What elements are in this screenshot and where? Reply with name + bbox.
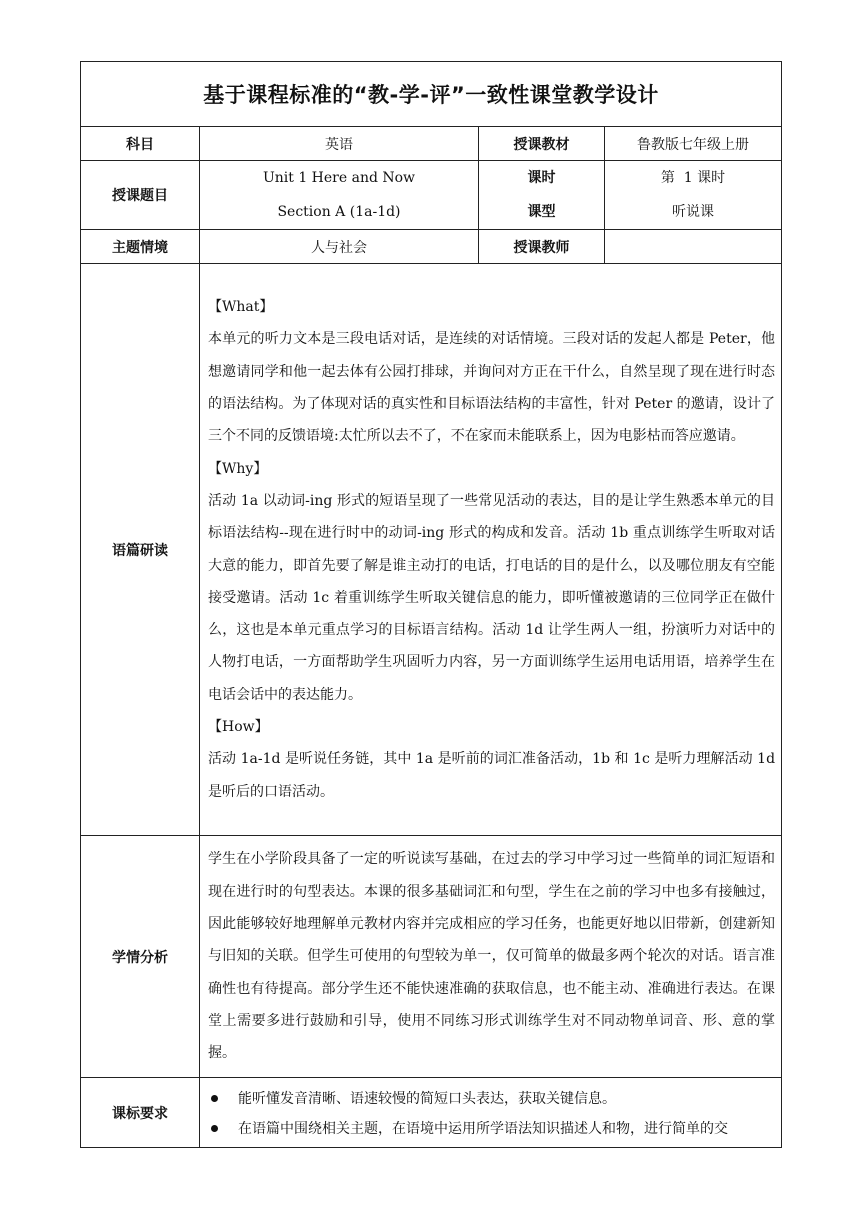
text-analysis-row <box>81 264 782 836</box>
subject-row <box>81 127 782 161</box>
standards-item-text: 能听懂发音清晰、语速较慢的简短口头表达，获取关键信息。 <box>238 1091 616 1107</box>
lesson-plan-document <box>80 61 781 1148</box>
learner-analysis-label: 学情分析 <box>81 836 200 1078</box>
standards-item <box>208 1114 775 1144</box>
bullet-icon <box>211 1095 218 1102</box>
type-label: 课型 <box>527 204 556 220</box>
textbook-value: 鲁教版七年级上册 <box>605 127 782 161</box>
topic-section: Section A (1a-1d) <box>277 204 401 220</box>
learner-analysis-content <box>200 836 782 1078</box>
subject-label: 科目 <box>81 127 200 161</box>
textbook-label: 授课教材 <box>479 127 605 161</box>
learner-analysis-paragraph: 学生在小学阶段具备了一定的听说读写基础，在过去的学习中学习过一些简单的词汇短语和现在进行时的句型表达。本课的很多基础词汇和句型，学生在之前的学习中也多有接触过，因此能够较好地理解单元教材内容并完成相应的学习任务，也能更好地以旧带新，创建新知与旧知的关联。但学生可使用的句型较为单一，仅可简单的做最多两个轮次的对话。语言准确性也有待提高。部分学生还不能快速准确的获取信息，也不能主动、准确进行表达。在课堂上需要多进行鼓励和引导，使用不同练习形式训练学生对不同动物单词音、形、意的掌握。 <box>208 851 776 1062</box>
why-heading: 【Why】 <box>208 460 268 477</box>
period-type-labels <box>479 161 605 230</box>
theme-value: 人与社会 <box>200 230 479 264</box>
period-label: 课时 <box>527 170 556 186</box>
period-value: 第 1 课时 <box>660 170 726 186</box>
type-value: 听说课 <box>672 204 715 220</box>
standards-item <box>208 1084 775 1114</box>
text-analysis-label: 语篇研读 <box>81 264 200 836</box>
standards-item-text: 在语篇中围绕相关主题，在语境中运用所学语法知识描述人和物，进行简单的交 <box>238 1121 728 1137</box>
what-heading: 【What】 <box>208 299 274 316</box>
teacher-value <box>605 230 782 264</box>
how-heading: 【How】 <box>208 718 269 735</box>
how-paragraph: 活动 1a-1d 是听说任务链，其中 1a 是听前的词汇准备活动，1b 和 1c 是听力理解活动 1d 是听后的口语活动。 <box>208 751 776 800</box>
subject-value: 英语 <box>200 127 479 161</box>
title-row <box>81 62 782 127</box>
topic-label: 授课题目 <box>81 161 200 230</box>
learner-analysis-row <box>81 836 782 1078</box>
theme-row <box>81 230 782 264</box>
bullet-icon <box>211 1125 218 1132</box>
theme-label: 主题情境 <box>81 230 200 264</box>
what-paragraph: 本单元的听力文本是三段电话对话，是连续的对话情境。三段对话的发起人都是 Peter，他想邀请同学和他一起去体有公园打排球，并询问对方正在干什么，自然呈现了现在进行时态的语法结构。为了体现对话的真实性和目标语法结构的丰富性，针对 Peter 的邀请，设计了三个不同的反馈语境:太忙所以去不了，不在家而未能联系上，因为电影枯而答应邀请。 <box>208 331 776 445</box>
topic-row <box>81 161 782 230</box>
lesson-plan-table <box>80 61 782 1148</box>
teacher-label: 授课教师 <box>479 230 605 264</box>
period-type-values <box>605 161 782 230</box>
text-analysis-content <box>200 264 782 836</box>
topic-unit: Unit 1 Here and Now <box>262 170 416 186</box>
topic-value <box>200 161 479 230</box>
document-title: 基于课程标准的“教-学-评”一致性课堂教学设计 <box>81 62 782 127</box>
why-paragraph: 活动 1a 以动词-ing 形式的短语呈现了一些常见活动的表达，目的是让学生熟悉本单元的目标语法结构--现在进行时中的动词-ing 形式的构成和发音。活动 1b 重点训练学生听取对话大意的能力，即首先要了解是谁主动打的电话，打电话的目的是什么，以及哪位朋友有空能接受邀请。活动 1c 着重训练学生听取关键信息的能力，即听懂被邀请的三位同学正在做什么，这也是本单元重点学习的目标语言结构。活动 1d 让学生两人一组，扮演听力对话中的人物打电话，一方面帮助学生巩固听力内容，另一方面训练学生运用电话用语，培养学生在电话会话中的表达能力。 <box>208 492 776 703</box>
standards-list <box>200 1078 782 1148</box>
standards-row <box>81 1078 782 1148</box>
standards-label: 课标要求 <box>81 1078 200 1148</box>
